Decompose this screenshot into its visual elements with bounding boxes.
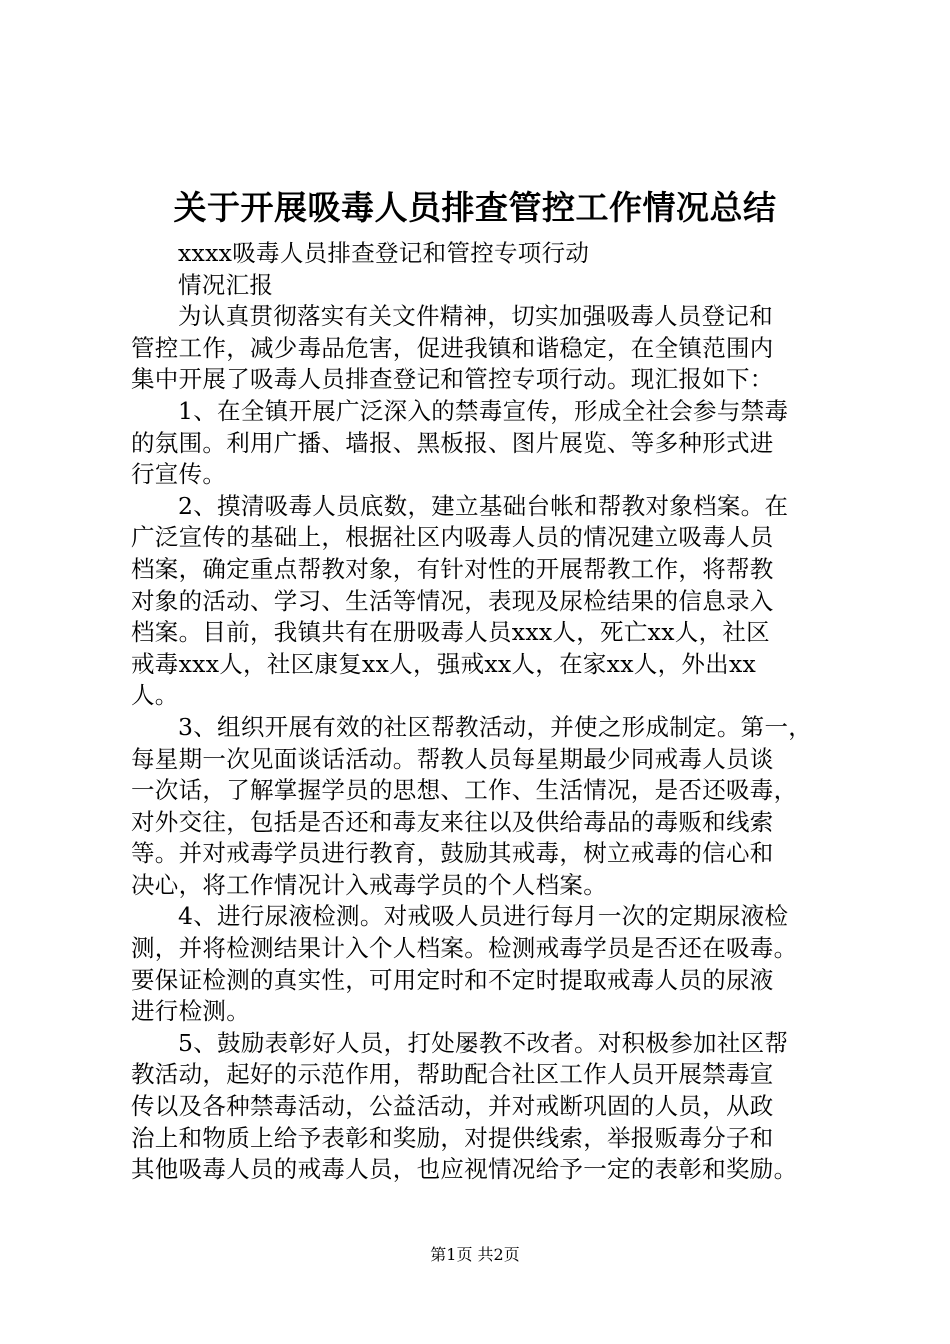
document-title: 关于开展吸毒人员排查管控工作情况总结: [173, 188, 777, 227]
text-line: 2、摸清吸毒人员底数，建立基础台帐和帮教对象档案。在: [178, 491, 789, 520]
text-line: 行宣传。: [131, 460, 227, 489]
text-line: 人。: [131, 681, 179, 710]
text-line: 对象的活动、学习、生活等情况，表现及尿检结果的信息录入: [131, 586, 774, 615]
text-line: 教活动，起好的示范作用，帮助配合社区工作人员开展禁毒宣: [131, 1060, 774, 1089]
text-line: 等。并对戒毒学员进行教育，鼓励其戒毒，树立戒毒的信心和: [131, 839, 774, 868]
document-body: [131, 238, 831, 1186]
text-line: 一次话，了解掌握学员的思想、工作、生活情况，是否还吸毒，: [131, 776, 798, 805]
text-line: 集中开展了吸毒人员排查登记和管控专项行动。现汇报如下：: [131, 365, 774, 394]
text-line: 要保证检测的真实性，可用定时和不定时提取戒毒人员的尿液: [131, 965, 774, 994]
text-line: 档案，确定重点帮教对象，有针对性的开展帮教工作，将帮教: [131, 554, 774, 583]
text-line: 治上和物质上给予表彰和奖励，对提供线索，举报贩毒分子和: [131, 1123, 774, 1152]
text-line: 情况汇报: [178, 270, 274, 299]
text-line: xxxx吸毒人员排查登记和管控专项行动: [178, 239, 590, 267]
text-line: 其他吸毒人员的戒毒人员，也应视情况给予一定的表彰和奖励。: [131, 1155, 798, 1184]
text-line: 5、鼓励表彰好人员，打处屡教不改者。对积极参加社区帮: [178, 1028, 789, 1057]
text-line: 传以及各种禁毒活动，公益活动，并对戒断巩固的人员，从政: [131, 1092, 774, 1121]
text-line: 每星期一次见面谈话活动。帮教人员每星期最少同戒毒人员谈: [131, 744, 774, 773]
text-line: 管控工作，减少毒品危害，促进我镇和谐稳定，在全镇范围内: [131, 333, 774, 362]
text-line: 测，并将检测结果计入个人档案。检测戒毒学员是否还在吸毒。: [131, 934, 798, 963]
text-line: 的氛围。利用广播、墙报、黑板报、图片展览、等多种形式进: [131, 428, 774, 457]
text-line: 对外交往，包括是否还和毒友来往以及供给毒品的毒贩和线索: [131, 807, 774, 836]
page-footer: 第1页 共2页: [430, 1245, 520, 1264]
text-line: 戒毒xxx人，社区康复xx人，强戒xx人，在家xx人，外出xx: [131, 649, 757, 678]
text-line: 3、组织开展有效的社区帮教活动，并使之形成制定。第一，: [178, 712, 813, 741]
text-line: 1、在全镇开展广泛深入的禁毒宣传，形成全社会参与禁毒: [178, 396, 789, 425]
text-line: 进行检测。: [131, 997, 250, 1026]
text-line: 4、进行尿液检测。对戒吸人员进行每月一次的定期尿液检: [178, 902, 789, 931]
text-line: 广泛宣传的基础上，根据社区内吸毒人员的情况建立吸毒人员: [131, 523, 774, 552]
text-line: 决心，将工作情况计入戒毒学员的个人档案。: [131, 870, 607, 899]
text-line: 档案。目前，我镇共有在册吸毒人员xxx人，死亡xx人，社区: [131, 618, 770, 647]
text-line: 为认真贯彻落实有关文件精神，切实加强吸毒人员登记和: [178, 302, 773, 331]
